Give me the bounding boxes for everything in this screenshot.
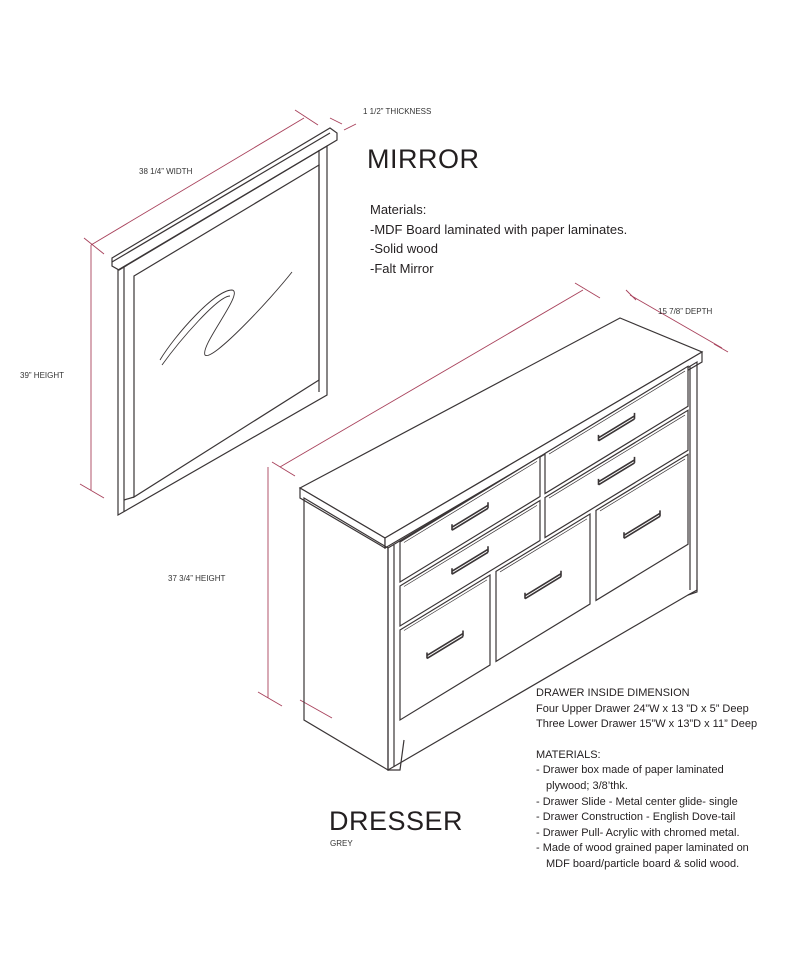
- mirror-reflection-mark: [160, 272, 292, 365]
- mirror-materials: [370, 200, 627, 278]
- dresser-specs: [536, 686, 757, 873]
- mirror-materials-heading: Materials:: [370, 202, 427, 217]
- mirror-cap-edge: [112, 133, 330, 262]
- mirror-material-item: -Falt Mirror: [370, 260, 434, 276]
- dresser-material-item: - Drawer box made of paper laminated: [536, 764, 724, 777]
- mirror-frame-inner: [124, 497, 134, 500]
- dresser-color: GREY: [330, 839, 353, 848]
- dresser-material-item: - Drawer Slide - Metal center glide- single: [536, 795, 738, 808]
- dresser-materials-heading: MATERIALS:: [536, 748, 601, 761]
- mirror-material-item: -MDF Board laminated with paper laminates.: [370, 221, 628, 237]
- mirror-glass-edge: [134, 165, 319, 497]
- mirror-width-label: 38 1/4” WIDTH: [139, 167, 193, 176]
- dresser-depth-label: 15 7/8” DEPTH: [658, 307, 713, 316]
- dresser-material-item: - Drawer Construction - English Dove-tail: [536, 811, 736, 824]
- mirror-height-label: 39” HEIGHT: [20, 371, 65, 380]
- dresser-title: DRESSER: [329, 806, 464, 836]
- mirror-material-item: -Solid wood: [370, 241, 438, 256]
- mirror-drawing: [112, 128, 337, 515]
- dresser-material-item: MDF board/particle board & solid wood.: [546, 857, 740, 870]
- mirror-thickness-label: 1 1/2” THICKNESS: [363, 107, 432, 116]
- dresser-material-item: - Made of wood grained paper laminated on: [536, 842, 749, 855]
- dresser-height-label: 37 3/4” HEIGHT: [168, 574, 226, 583]
- mirror-title: MIRROR: [367, 144, 480, 174]
- dresser-material-item: - Drawer Pull- Acrylic with chromed metal.: [536, 826, 740, 839]
- drawer-dimension-line: Four Upper Drawer 24”W x 13 ”D x 5” Deep: [536, 702, 749, 715]
- dresser-material-item: plywood; 3/8’thk.: [546, 779, 628, 792]
- drawer-dimension-heading: DRAWER INSIDE DIMENSION: [536, 687, 690, 699]
- drawer-dimension-line: Three Lower Drawer 15”W x 13”D x 11” Deep: [536, 718, 758, 731]
